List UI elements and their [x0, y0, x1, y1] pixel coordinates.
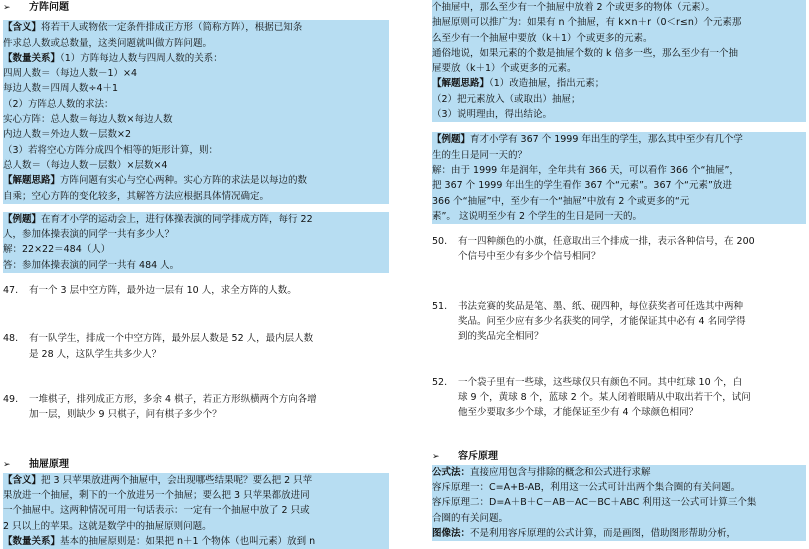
solution-idea-line: （2）把元素放入（或取出）抽屉；: [432, 92, 806, 107]
example-line: 人，参加体操表演的同学一共有多少人？: [3, 227, 389, 242]
pigeonhole-text-line: 通俗地说，如果元素的个数是抽屉个数的 k 倍多一些，那么至少有一个抽: [432, 46, 806, 61]
definition-line: 2 只以上的苹果。这就是数学中的抽屉原则问题。: [3, 519, 389, 534]
arrow-bullet-icon: ➢: [432, 451, 440, 462]
formula-line: 容斥原理一：C=A+B-AB，利用这一公式可计出两个集合圈的有关问题。: [432, 480, 806, 495]
example-line: 解：22×22＝484（人）: [3, 242, 389, 257]
right-column: [432, 0, 806, 541]
relation-line: （2）方阵总人数的求法：: [3, 97, 389, 112]
formula-line: 公式法：直接应用包含与排除的概念和公式进行求解: [432, 465, 806, 480]
formula-line: 合圈的有关问题。: [432, 511, 806, 526]
formula-line: 容斥原理二：D=A＋B＋C－AB－AC－BC＋ABC 利用这一公式可计算三个集: [432, 495, 806, 510]
question-51-cont: 到的奖品完全相同？: [458, 331, 544, 343]
arrow-bullet-icon: ➢: [3, 3, 11, 13]
question-52: 52. 一个袋子里有一些球，这些球仅只有颜色不同。其中红球 10 个，白: [432, 376, 743, 388]
question-52-cont: 球 9 个，黄球 8 个，蓝球 2 个。某人闭着眼睛从中取出若干个，试问: [458, 391, 751, 403]
section-heading-square-array: ➢ 方阵问题: [3, 0, 389, 16]
question-51: 51. 书法竞赛的奖品是笔、墨、纸、砚四种，每位获奖者可任选其中两种: [432, 300, 744, 312]
relation-line: 每边人数＝四周人数÷4＋1: [3, 81, 389, 96]
question-48-cont: 是 28 人，这队学生共多少人？: [29, 348, 162, 360]
relation-line: 四周人数＝（每边人数－1）×4: [3, 66, 389, 81]
section-heading-pigeonhole: ➢ 抽屉原理: [3, 457, 389, 473]
section-heading-inclusion-exclusion: ➢ 容斥原理: [432, 449, 806, 465]
example-line: 素”。 这说明至少有 2 个学生的生日是同一天的。: [432, 209, 806, 224]
question-48: 48. 有一队学生，排成一个中空方阵，最外层人数是 52 人，最内层人数: [3, 333, 314, 345]
definition-line: 【含义】将若干人或物依一定条件排成正方形（简称方阵），根据已知条: [3, 20, 389, 35]
pigeonhole-text-line: 个抽屉中，那么至少有一个抽屉中放着 2 个或更多的物体（元素）。: [432, 0, 806, 15]
relation-line: （3）若将空心方阵分成四个相等的矩形计算，则：: [3, 143, 389, 158]
pigeonhole-text-line: 屉要放（k＋1）个或更多的元素。: [432, 61, 806, 76]
solution-idea-line: 自乘；空心方阵的变化较多，其解答方法应根据具体情况确定。: [3, 189, 389, 204]
arrow-bullet-icon: ➢: [3, 459, 11, 470]
example-line: 把 367 个 1999 年出生的学生看作 367 个“元素”。367 个“元素”放进: [432, 178, 806, 193]
relation-line: 【数量关系】基本的抽屉原则是：如果把 n＋1 个物体（也叫元素）放到 n: [3, 534, 389, 549]
example-line: 答：参加体操表演的同学一共有 484 人。: [3, 258, 389, 273]
example-line: 生的生日是同一天的？: [432, 148, 806, 163]
question-50: 50. 有一四种颜色的小旗，任意取出三个排成一排，表示各种信号，在 200: [432, 236, 755, 248]
question-51-cont: 奖品。问至少应有多少名获奖的同学，才能保证其中必有 4 名同学得: [458, 316, 746, 328]
relation-line: 内边人数＝外边人数－层数×2: [3, 127, 389, 142]
question-49-cont: 加一层，则缺少 9 只棋子，问有棋子多少个？: [29, 409, 222, 421]
example-line: 【例题】在育才小学的运动会上，进行体操表演的同学排成方阵，每行 22: [3, 212, 389, 227]
formula-line: 图像法：不是利用容斥原理的公式计算，而是画图，借助图形帮助分析，: [432, 526, 806, 541]
question-47: 47. 有一个 3 层中空方阵，最外边一层有 10 人，求全方阵的人数。: [3, 285, 297, 297]
definition-line: 件求总人数或总数量，这类问题就叫做方阵问题。: [3, 36, 389, 51]
solution-idea-line: 【解题思路】（1）改造抽屉，指出元素；: [432, 76, 806, 91]
pigeonhole-text-line: 么至少有一个抽屉中要放（k＋1）个或更多的元素。: [432, 31, 806, 46]
relation-line: 实心方阵：总人数＝每边人数×每边人数: [3, 112, 389, 127]
example-line: 366 个“抽屉”中，至少有一个“抽屉”中放有 2 个或更多的“元: [432, 194, 806, 209]
pigeonhole-text-line: 抽屉原则可以推广为：如果有 n 个抽屉，有 k×n＋r（0＜r≤n）个元素那: [432, 15, 806, 30]
relation-line: 【数量关系】（1）方阵每边人数与四周人数的关系：: [3, 51, 389, 66]
question-50-cont: 个信号中至少有多少个信号相同？: [458, 251, 601, 263]
solution-idea-line: 【解题思路】方阵问题有实心与空心两种。实心方阵的求法是以每边的数: [3, 173, 389, 188]
example-line: 解：由于 1999 年是润年，全年共有 366 天，可以看作 366 个“抽屉”，: [432, 163, 806, 178]
solution-idea-line: （3）说明理由，得出结论。: [432, 107, 806, 122]
definition-line: 【含义】把 3 只苹果放进两个抽屉中，会出现哪些结果呢？要么把 2 只苹: [3, 473, 389, 488]
example-line: 【例题】育才小学有 367 个 1999 年出生的学生，那么其中至少有几个学: [432, 132, 806, 147]
definition-line: 一个抽屉中。这两种情况可用一句话表示：一定有一个抽屉中放了 2 只或: [3, 503, 389, 518]
question-49: 49. 一堆棋子，排列成正方形，多余 4 棋子，若正方形纵横两个方向各增: [3, 393, 317, 405]
left-column: [3, 0, 389, 549]
relation-line: 总人数＝（每边人数－层数）×层数×4: [3, 158, 389, 173]
question-52-cont: 他至少要取多少个球，才能保证至少有 4 个球颜色相同？: [458, 407, 699, 419]
definition-line: 果放进一个抽屉，剩下的一个放进另一个抽屉；要么把 3 只苹果都放进同: [3, 488, 389, 503]
